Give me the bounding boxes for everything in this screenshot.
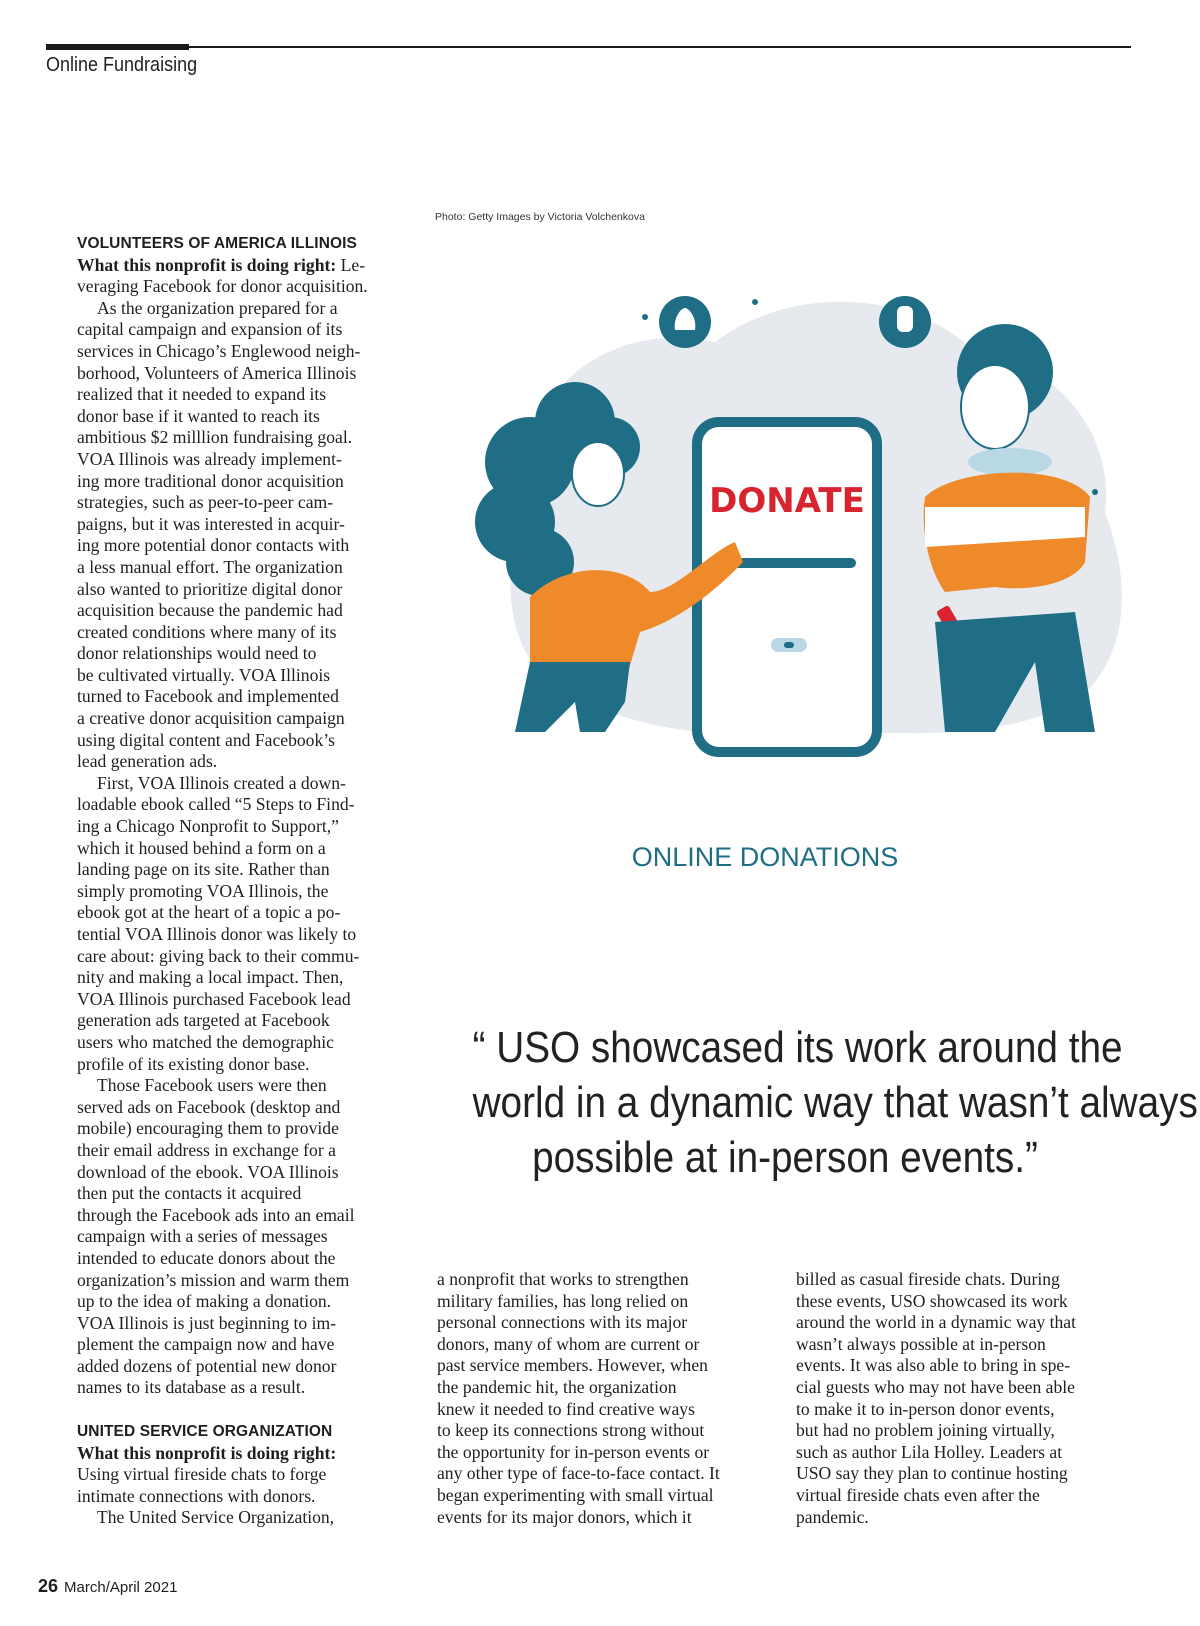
lead-line [77,1443,407,1465]
body-line: personal connections with its major [437,1312,688,1333]
body-line: virtual fireside chats even after the [796,1484,1040,1505]
body-line: to make it to in-person donor events, [796,1398,1055,1419]
pull-quote-line: possible at in-person events.” [532,1133,1038,1182]
body-line: up to the idea of making a donation. [77,1291,332,1312]
body-line: billed as casual fireside chats. During [796,1269,1060,1289]
body-line: to keep its connections strong without [437,1420,705,1441]
photo-credit: Photo: Getty Images by Victoria Volchenkova [435,211,645,223]
body-line: turned to Facebook and implemented [77,686,339,707]
body-line: generation ads targeted at Facebook [77,1010,330,1031]
body-line: through the Facebook ads into an email [77,1204,355,1225]
body-line: First, VOA Illinois created a down- [97,772,346,793]
body-line: a less manual effort. The organization [77,556,343,577]
lead-label: What this nonprofit is doing right: [77,1442,337,1463]
body-line: which it housed behind a form on a [77,837,326,858]
header-rule [189,46,1131,48]
article-column-1 [77,233,407,1529]
body-line: The United Service Organization, [97,1507,335,1528]
body-line: mobile) encouraging them to provide [77,1118,339,1139]
body-line: past service members. However, when [437,1355,708,1376]
body-line: donor relationships would need to [77,643,317,664]
body-line: Those Facebook users were then [97,1075,327,1096]
illustration-caption: ONLINE DONATIONS [631,842,899,872]
lead-label: What this nonprofit is doing right: [77,254,337,275]
body-line: then put the contacts it acquired [77,1183,302,1204]
pull-quote [472,1020,1198,1185]
body-line: the opportunity for in-person events or [437,1441,710,1462]
body-line: these events, USO showcased its work [796,1290,1068,1311]
body-line: loadable ebook called “5 Steps to Find- [77,794,355,815]
issue-date: March/April 2021 [64,1579,178,1596]
pull-quote-line: “ USO showcased its work around the [472,1023,1123,1072]
lead-line [77,255,407,277]
phone-frame [697,422,877,752]
lead-rest: Le- [336,254,366,275]
body-line: created conditions where many of its [77,621,337,642]
page-footer [38,1576,177,1597]
body-line: names to its database as a result. [77,1377,306,1398]
online-donations-illustration [435,262,1135,922]
donate-label: DONATE [709,481,865,521]
body-line: cial guests who may not have been able [796,1376,1075,1397]
body-line: served ads on Facebook (desktop and [77,1096,341,1117]
body-line: VOA Illinois is just beginning to im- [77,1312,337,1333]
body-line: borhood, Volunteers of America Illinois [77,362,357,383]
body-line: paigns, but it was interested in acquir- [77,513,345,534]
body-line: ing more potential donor contacts with [77,535,350,556]
body-line: Using virtual fireside chats to forge [77,1464,327,1485]
body-line: landing page on its site. Rather than [77,859,330,880]
body-line: realized that it needed to expand its [77,384,327,405]
body-line: around the world in a dynamic way that [796,1312,1076,1333]
body-line: simply promoting VOA Illinois, the [77,880,329,901]
body-line: ebook got at the heart of a topic a po- [77,902,341,923]
body-line: also wanted to prioritize digital donor [77,578,343,599]
body-line: intimate connections with donors. [77,1485,316,1506]
body-line: any other type of face-to-face contact. It [437,1463,720,1484]
woman-pants [515,662,630,732]
article-column-2 [437,1269,767,1528]
body-line: acquisition because the pandemic had [77,600,343,621]
body-line: knew it needed to find creative ways [437,1398,695,1419]
body-line: plement the campaign now and have [77,1334,335,1355]
article-column-3 [796,1269,1136,1528]
body-line: ing a Chicago Nonprofit to Support,” [77,816,339,837]
body-line: donor base if it wanted to reach its [77,405,320,426]
body-line: capital campaign and expansion of its [77,319,343,340]
body-line: events for its major donors, which it [437,1506,692,1527]
body-line: but had no problem joining virtually, [796,1420,1055,1441]
section-label: Online Fundraising [46,54,198,76]
body-line: their email address in exchange for a [77,1139,336,1160]
body-line: added dozens of potential new donor [77,1355,337,1376]
body-line: services in Chicago’s Englewood neigh- [77,340,361,361]
donate-progress [730,558,856,568]
body-line: such as author Lila Holley. Leaders at [796,1441,1063,1462]
body-line: ing more traditional donor acquisition [77,470,344,491]
man-face [961,365,1029,449]
body-line: campaign with a series of messages [77,1226,328,1247]
body-line: veraging Facebook for donor acquisition. [77,276,368,297]
body-line: ambitious $2 milllion fundraising goal. [77,427,353,448]
body-line: nity and making a local impact. Then, [77,967,344,988]
body-line: a creative donor acquisition campaign [77,708,345,729]
body-line: users who matched the demographic [77,1031,334,1052]
body-line: events. It was also able to bring in spe- [796,1355,1071,1376]
body-line: wasn’t always possible at in-person [796,1333,1046,1354]
section-heading-uso: UNITED SERVICE ORGANIZATION [77,1423,333,1441]
section-heading-voa: VOLUNTEERS OF AMERICA ILLINOIS [77,235,357,252]
body-line: pandemic. [796,1506,869,1527]
body-line: profile of its existing donor base. [77,1053,310,1074]
body-line: care about: giving back to their commu- [77,945,360,966]
body-line: USO say they plan to continue hosting [796,1463,1068,1484]
body-line: VOA Illinois purchased Facebook lead [77,988,351,1009]
body-line: donors, many of whom are current or [437,1333,700,1354]
body-line: strategies, such as peer-to-peer cam- [77,492,334,513]
body-line: the pandemic hit, the organization [437,1376,677,1397]
body-line: VOA Illinois was already implement- [77,448,342,469]
body-line: tential VOA Illinois donor was likely to [77,924,357,944]
body-line: military families, has long relied on [437,1290,689,1311]
body-line: download of the ebook. VOA Illinois [77,1161,339,1182]
body-line: be cultivated virtually. VOA Illinois [77,664,331,685]
body-line: lead generation ads. [77,751,218,772]
body-line: intended to educate donors about the [77,1247,336,1268]
header-rule-thick [46,44,189,50]
body-line: As the organization prepared for a [97,297,338,318]
body-line: organization’s mission and warm them [77,1269,350,1290]
pull-quote-line: world in a dynamic way that wasn’t always [472,1078,1198,1127]
body-line: using digital content and Facebook’s [77,729,335,750]
woman-face [572,442,624,506]
body-line: a nonprofit that works to strengthen [437,1269,689,1289]
body-line: began experimenting with small virtual [437,1484,714,1505]
page-number: 26 [38,1576,59,1596]
